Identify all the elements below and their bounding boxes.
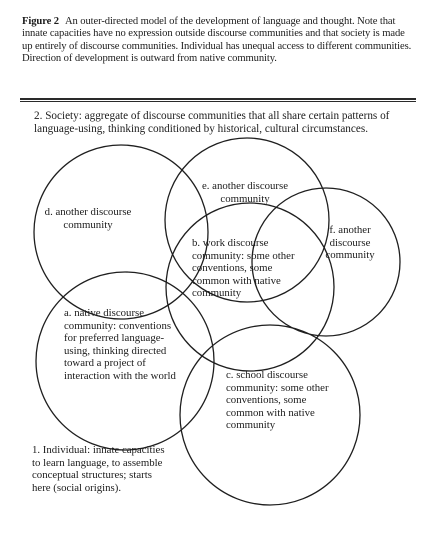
caption-text: An outer-directed model of the development of language and thought. Note that innate capacities have no expression outside discourse communities and that society is made up entirely of discourse communities. Individual has unequal access to different communities. Direction of development is outward from native community. (22, 16, 412, 65)
community-b-label: b. work discourse community: some other conventions, some common with native community (192, 237, 295, 300)
community-d-label: d. another discourse community (44, 206, 132, 231)
community-c-label: c. school discourse community: some other conventions, some common with native community (226, 369, 329, 432)
community-a-label: a. native discourse community: conventions for preferred language-using, thinking directed toward a project of interaction with the world (64, 307, 176, 382)
community-e-label: e. another discourse community (201, 180, 289, 205)
figure-label: Figure 2 (22, 16, 59, 27)
community-f-label: f. another discourse community (325, 224, 375, 262)
society-label: 2. Society: aggregate of discourse communities that all share certain patterns of language-using, thinking conditioned by historical, cultural circumstances. (34, 110, 390, 135)
individual-label: 1. Individual: innate capacities to learn language, to assemble conceptual structures; starts here (social origins). (32, 444, 165, 494)
